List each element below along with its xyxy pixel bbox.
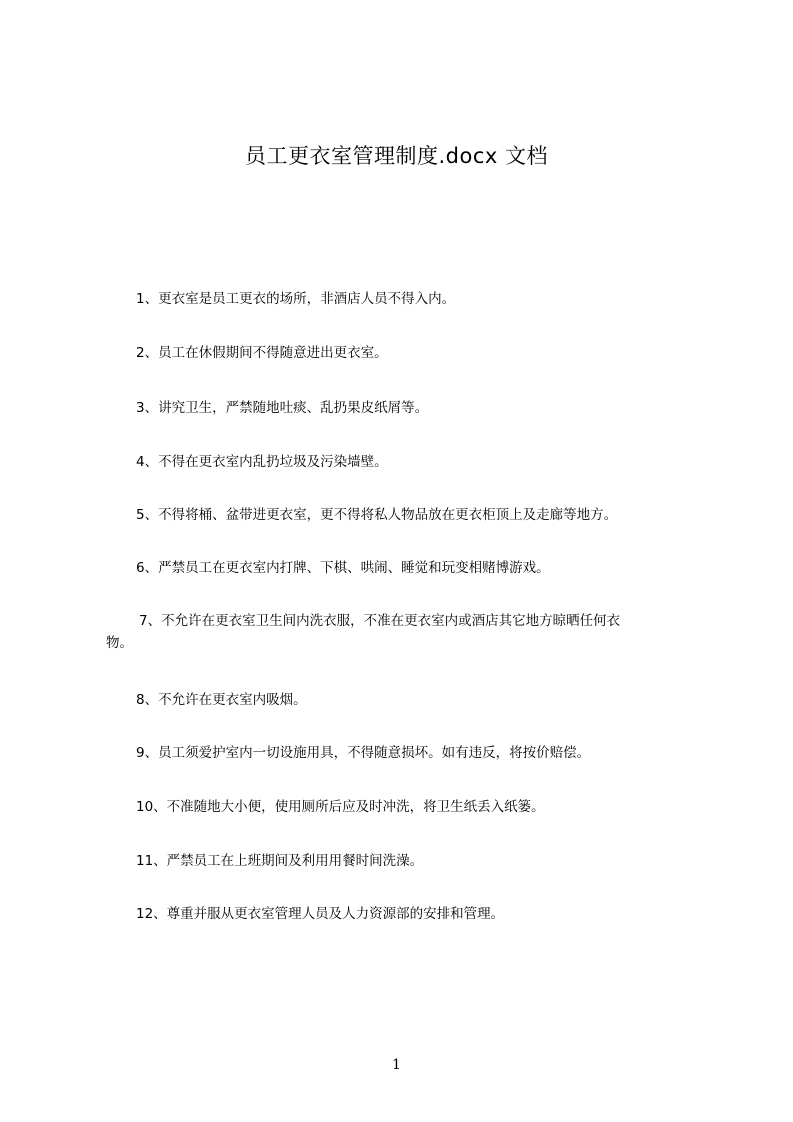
- rule-text: 2、员工在休假期间不得随意进出更衣室。: [136, 345, 388, 361]
- rule-item-7: [0, 610, 793, 654]
- rule-text: 4、不得在更衣室内乱扔垃圾及污染墙壁。: [136, 454, 388, 470]
- rule-item-2: [0, 342, 793, 364]
- rule-text: 8、不允许在更衣室内吸烟。: [136, 692, 307, 708]
- rule-text: 3、讲究卫生，严禁随地吐痰、乱扔果皮纸屑等。: [136, 400, 429, 416]
- rule-item-8: [0, 689, 793, 711]
- rule-item-11: [0, 850, 793, 872]
- page-number: 1: [392, 1057, 401, 1073]
- rule-text: 11、严禁员工在上班期间及利用用餐时间洗澡。: [136, 853, 424, 869]
- rule-item-4: [0, 451, 793, 473]
- rule-text-line-2: 物。: [106, 635, 133, 651]
- rule-item-6: [0, 557, 793, 579]
- rule-text: 12、尊重并服从更衣室管理人员及人力资源部的安排和管理。: [136, 906, 505, 922]
- rule-text: 9、员工须爱护室内一切设施用具，不得随意损坏。如有违反，将按价赔偿。: [136, 745, 591, 761]
- rule-text: 5、不得将桶、盆带进更衣室，更不得将私人物品放在更衣柜顶上及走廊等地方。: [136, 507, 618, 523]
- rule-text-line-1: 7、不允许在更衣室卫生间内洗衣服，不准在更衣室内或酒店其它地方晾晒任何衣: [139, 613, 621, 629]
- rule-text: 1、更衣室是员工更衣的场所，非酒店人员不得入内。: [136, 291, 456, 307]
- rule-text: 6、严禁员工在更衣室内打牌、下棋、哄闹、睡觉和玩变相赌博游戏。: [136, 560, 550, 576]
- page-title: 员工更衣室管理制度.docx 文档: [244, 144, 548, 168]
- rule-item-5: [0, 504, 793, 526]
- rule-item-9: [0, 742, 793, 764]
- rule-text: 10、不准随地大小便，使用厕所后应及时冲洗，将卫生纸丢入纸篓。: [136, 799, 545, 815]
- rule-item-12: [0, 903, 793, 925]
- rule-item-10: [0, 796, 793, 818]
- rule-item-3: [0, 397, 793, 419]
- rule-item-1: [0, 288, 793, 310]
